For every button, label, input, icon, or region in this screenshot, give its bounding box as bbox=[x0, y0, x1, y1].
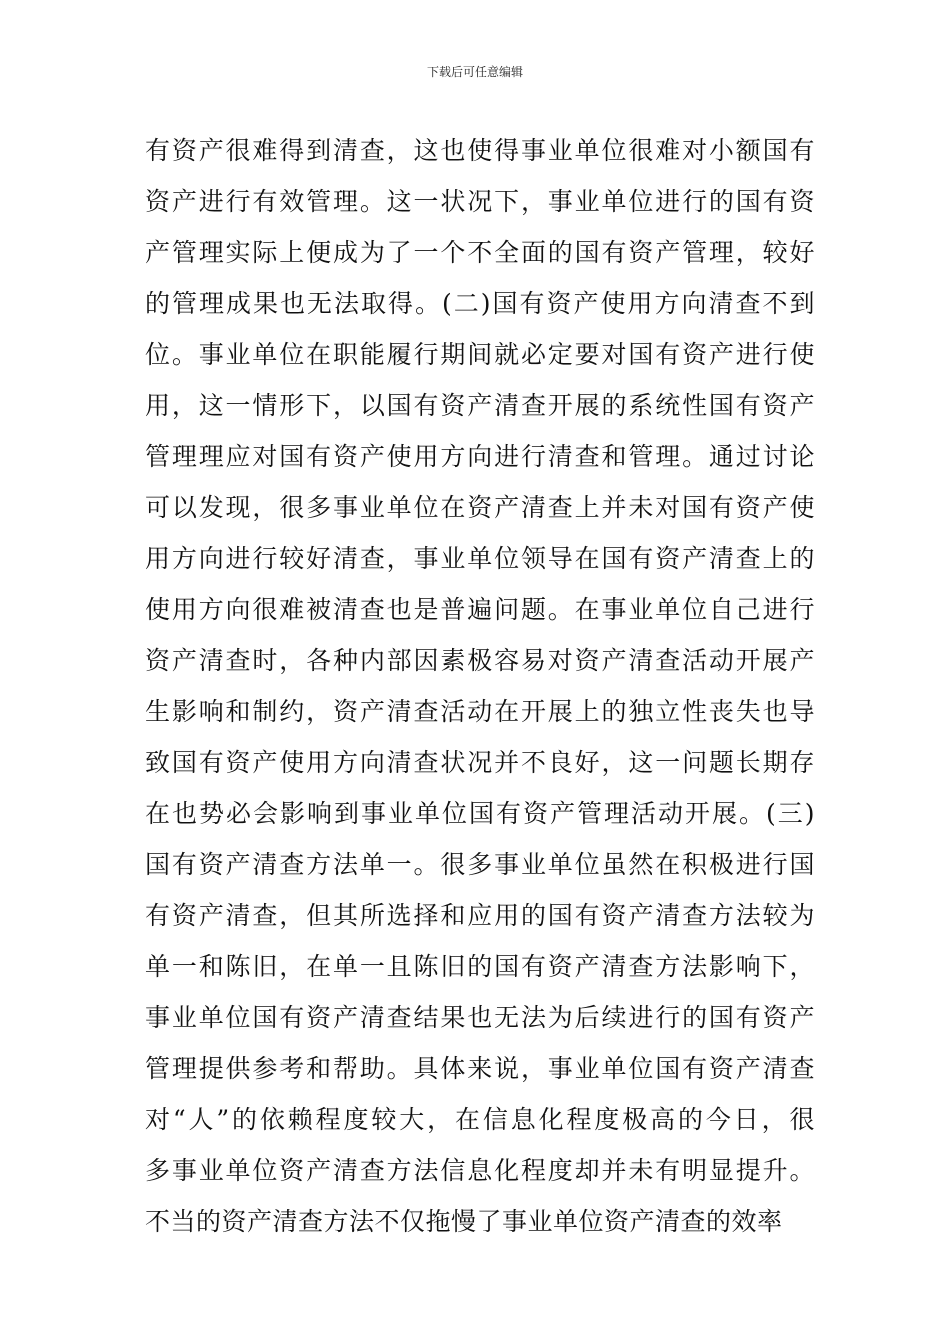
text-line: 有资产很难得到清查，这也使得事业单位很难对小额国有 bbox=[145, 136, 815, 165]
text-line: 位。事业单位在职能履行期间就必定要对国有资产进行使 bbox=[145, 340, 815, 369]
text-line: 有资产清查，但其所选择和应用的国有资产清查方法较为 bbox=[145, 901, 815, 930]
text-line: 使用方向很难被清查也是普遍问题。在事业单位自己进行 bbox=[145, 595, 815, 624]
text-line: 资产进行有效管理。这一状况下，事业单位进行的国有资 bbox=[145, 187, 815, 216]
text-line: 生影响和制约，资产清查活动在开展上的独立性丧失也导 bbox=[145, 697, 815, 726]
text-line: 国有资产清查方法单一。很多事业单位虽然在积极进行国 bbox=[145, 850, 815, 879]
text-line: 资产清查时，各种内部因素极容易对资产清查活动开展产 bbox=[145, 646, 815, 675]
text-line: 用方向进行较好清查，事业单位领导在国有资产清查上的 bbox=[145, 544, 815, 573]
text-line: 管理理应对国有资产使用方向进行清查和管理。通过讨论 bbox=[145, 442, 815, 471]
text-line: 用，这一情形下，以国有资产清查开展的系统性国有资产 bbox=[145, 391, 815, 420]
text-line: 事业单位国有资产清查结果也无法为后续进行的国有资产 bbox=[145, 1003, 815, 1032]
text-line: 单一和陈旧，在单一且陈旧的国有资产清查方法影响下， bbox=[145, 952, 815, 981]
text-line: 产管理实际上便成为了一个不全面的国有资产管理，较好 bbox=[145, 238, 815, 267]
text-line: 多事业单位资产清查方法信息化程度却并未有明显提升。 bbox=[145, 1156, 815, 1185]
text-line: 不当的资产清查方法不仅拖慢了事业单位资产清查的效率 bbox=[145, 1207, 783, 1236]
text-line: 在也势必会影响到事业单位国有资产管理活动开展。(三) bbox=[145, 799, 815, 828]
document-body bbox=[145, 125, 815, 1247]
text-line: 可以发现，很多事业单位在资产清查上并未对国有资产使 bbox=[145, 493, 815, 522]
page-header-note: 下载后可任意编辑 bbox=[426, 65, 523, 79]
text-line: 对“人”的依赖程度较大，在信息化程度极高的今日，很 bbox=[145, 1105, 815, 1134]
text-line: 管理提供参考和帮助。具体来说，事业单位国有资产清查 bbox=[145, 1054, 815, 1083]
text-line: 致国有资产使用方向清查状况并不良好，这一问题长期存 bbox=[145, 748, 815, 777]
text-line: 的管理成果也无法取得。(二)国有资产使用方向清查不到 bbox=[145, 289, 815, 318]
